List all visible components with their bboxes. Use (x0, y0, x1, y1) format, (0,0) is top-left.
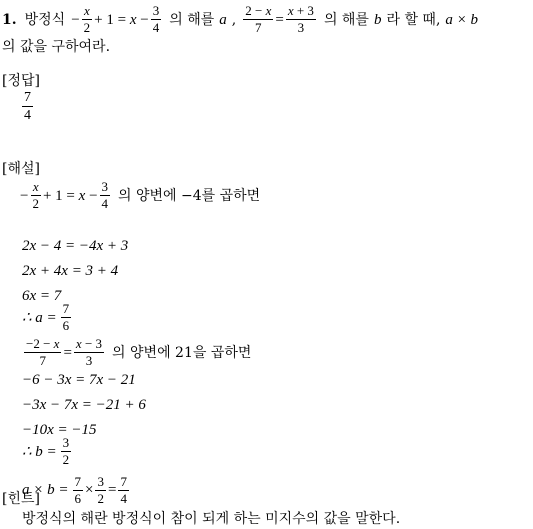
s2-equals: = (63, 344, 72, 361)
eq2-frac-right: $\frac{x + 3}{3}$ (287, 3, 314, 35)
answer-den: 4 (24, 108, 31, 123)
solution-line-3: 6x = 7 (22, 288, 62, 304)
solution-line-2: 2x + 4x = 3 + 4 (22, 263, 119, 279)
problem-intro: 방정식 (24, 11, 66, 28)
therefore-a-label: ∴ a = (22, 310, 57, 326)
solution-step2 (22, 337, 251, 368)
s1-frac-x2: $\frac{x}{2}$ (32, 179, 39, 211)
final-times: × (85, 482, 94, 498)
problem-text-b: 의 해를 (323, 11, 369, 28)
eq1-frac-34: $\frac{3}{4}$ (152, 3, 160, 35)
answer-fraction (20, 90, 35, 123)
comma: , (231, 11, 237, 28)
eq1-minus: − (71, 11, 80, 28)
var-b: b (373, 11, 382, 28)
eq2-equals: = (275, 11, 284, 28)
solution-label: [해설] (2, 161, 40, 177)
s2-frac-left: $\frac{-2 - x}{7}$ (26, 336, 60, 368)
therefore-b (22, 436, 73, 467)
b-num: 3 (62, 435, 70, 450)
problem-number: 1. (2, 11, 17, 28)
problem-end: 의 값을 구하여라. (2, 39, 111, 55)
eq1-minus2: − (140, 11, 149, 28)
solution-line-6: −10x = −15 (22, 422, 97, 438)
solution-line-5: −3x − 7x = −21 + 6 (22, 397, 146, 413)
solution-step1 (20, 180, 260, 211)
final-frac-32: $\frac{3}{2}$ (97, 474, 104, 506)
final-frac-76: $\frac{7}{6}$ (74, 474, 81, 506)
final-equals: = (107, 482, 117, 498)
var-a: a (219, 11, 227, 28)
answer-num: 7 (24, 90, 31, 105)
a-den: 6 (62, 318, 70, 333)
eq1-frac-x2: $\frac{x}{2}$ (83, 3, 91, 35)
solution-line-4: −6 − 3x = 7x − 21 (22, 372, 136, 388)
final-frac-74: $\frac{7}{4}$ (120, 474, 127, 506)
a-num: 7 (62, 301, 70, 316)
b-den: 2 (62, 452, 70, 467)
final-prefix: a × b = (22, 482, 69, 498)
s1-minus2: − (89, 187, 98, 204)
s1-minus: − (20, 187, 29, 204)
hint-label: [힌트] (2, 491, 40, 507)
therefore-b-label: ∴ b = (22, 444, 57, 460)
s1-frac-34: $\frac{3}{4}$ (101, 179, 109, 211)
step1-suffix: 의 양변에 −4를 곱하면 (118, 187, 261, 204)
therefore-a (22, 302, 73, 333)
s1-x: x (74, 187, 90, 204)
eq2-frac-left: $\frac{2 - x}{7}$ (245, 3, 272, 35)
s1-plus: + 1 = (42, 187, 75, 204)
problem-text-a: 의 해를 (169, 11, 215, 28)
eq1-plus1: + 1 = (94, 11, 127, 28)
hint-text: 방정식의 해란 방정식이 참이 되게 하는 미지수의 값을 말한다. (22, 511, 401, 527)
problem-statement (2, 4, 478, 35)
eq1-x: x (126, 11, 141, 28)
problem-text-b2: 라 할 때, (386, 11, 441, 28)
answer-label: [정답] (2, 73, 40, 89)
s2-frac-right: $\frac{x - 3}{3}$ (75, 336, 103, 368)
expr-product: a × b (445, 11, 479, 28)
solution-line-1: 2x − 4 = −4x + 3 (22, 238, 129, 254)
step2-suffix: 의 양변에 21을 곱하면 (112, 344, 252, 361)
